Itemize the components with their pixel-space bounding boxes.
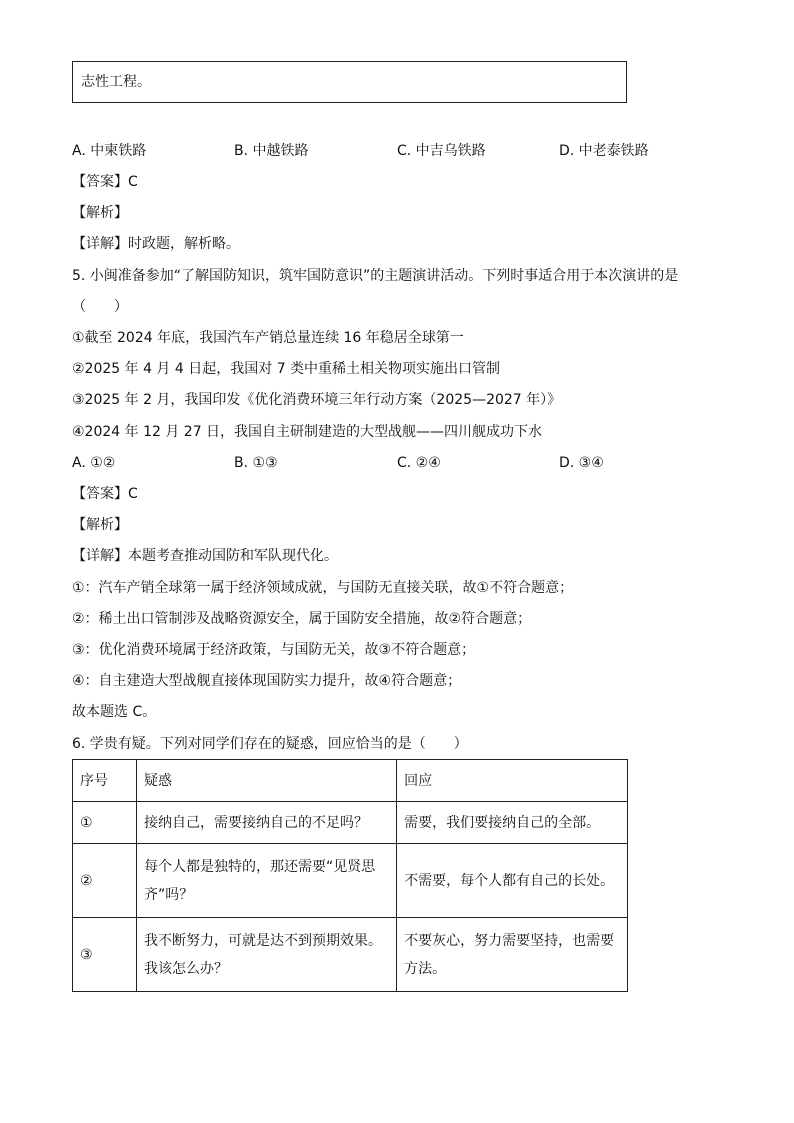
table-header-cell: 序号: [73, 760, 137, 802]
q5-option-c: C. ②④: [397, 455, 441, 471]
q5-option-a: A. ①②: [72, 455, 116, 471]
q5-option-d: D. ③④: [559, 455, 604, 471]
q4-option-d: D. 中老泰铁路: [559, 143, 649, 159]
q6-table: [72, 759, 628, 992]
doubt-line: 每个人都是独特的，那还需要“见贤思: [143, 858, 376, 875]
q4-option-b: B. 中越铁路: [234, 143, 309, 159]
q5-detail: 【详解】本题考查推动国防和军队现代化。: [72, 548, 338, 564]
row-number: ③: [73, 918, 137, 992]
row-number: ②: [73, 844, 137, 918]
reply-cell: [397, 918, 628, 992]
q5-item-2: ②2025 年 4 月 4 日起，我国对 7 类中重稀土相关物项实施出口管制: [72, 361, 501, 377]
q5-item-3: ③2025 年 2 月，我国印发《优化消费环境三年行动方案（2025—2027 年）》: [72, 392, 562, 408]
q5-option-b: B. ①③: [234, 455, 278, 471]
reply-line: 需要，我们要接纳自己的全部。: [404, 814, 601, 831]
doubt-cell: [136, 802, 396, 844]
reply-line: 方法。: [404, 960, 447, 977]
material-box: [72, 61, 627, 103]
doubt-line: 我该怎么办？: [143, 960, 228, 977]
q5-item-1: ①截至 2024 年底，我国汽车产销总量连续 16 年稳居全球第一: [72, 330, 464, 346]
q4-analysis-label: 【解析】: [72, 205, 128, 221]
table-header-cell: 疑惑: [136, 760, 396, 802]
q5-answer: 【答案】C: [72, 486, 138, 502]
q5-explanation-2: ②：稀土出口管制涉及战略资源安全，属于国防安全措施，故②符合题意；: [72, 611, 532, 627]
doubt-cell: [136, 918, 396, 992]
q5-stem-line1: 5. 小闽准备参加“了解国防知识，筑牢国防意识”的主题演讲活动。下列时事适合用于本次演讲的是: [72, 268, 679, 284]
table-header-row: [73, 760, 628, 802]
q5-explanation-1: ①：汽车产销全球第一属于经济领域成就，与国防无直接关联，故①不符合题意；: [72, 580, 574, 596]
reply-line: 不要灰心，努力需要坚持，也需要: [404, 932, 615, 949]
q5-analysis-label: 【解析】: [72, 517, 128, 533]
table-row: [73, 844, 628, 918]
q4-answer: 【答案】C: [72, 174, 138, 190]
q4-option-c: C. 中吉乌铁路: [397, 143, 486, 159]
table-row: [73, 802, 628, 844]
q5-explanation-4: ④：自主建造大型战舰直接体现国防实力提升，故④符合题意；: [72, 673, 462, 689]
doubt-cell: [136, 844, 396, 918]
doubt-line: 我不断努力，可就是达不到预期效果。: [143, 932, 382, 949]
row-number: ①: [73, 802, 137, 844]
doubt-line: 接纳自己，需要接纳自己的不足吗？: [143, 814, 368, 831]
q5-conclusion: 故本题选 C。: [72, 704, 157, 720]
material-text: 志性工程。: [81, 74, 151, 90]
q5-explanation-3: ③：优化消费环境属于经济政策，与国防无关，故③不符合题意；: [72, 642, 476, 658]
reply-cell: [397, 844, 628, 918]
q4-option-a: A. 中柬铁路: [72, 143, 147, 159]
table-header-cell: 回应: [397, 760, 628, 802]
q6-stem: 6. 学贵有疑。下列对同学们存在的疑惑，回应恰当的是（ ）: [72, 736, 468, 752]
table-row: [73, 918, 628, 992]
reply-line: 不需要，每个人都有自己的长处。: [404, 872, 615, 889]
reply-cell: [397, 802, 628, 844]
q5-item-4: ④2024 年 12 月 27 日，我国自主研制建造的大型战舰——四川舰成功下水: [72, 424, 543, 440]
doubt-line: 齐”吗？: [143, 886, 194, 903]
q5-stem-line2: （ ）: [72, 299, 128, 315]
q4-detail: 【详解】时政题，解析略。: [72, 236, 240, 252]
